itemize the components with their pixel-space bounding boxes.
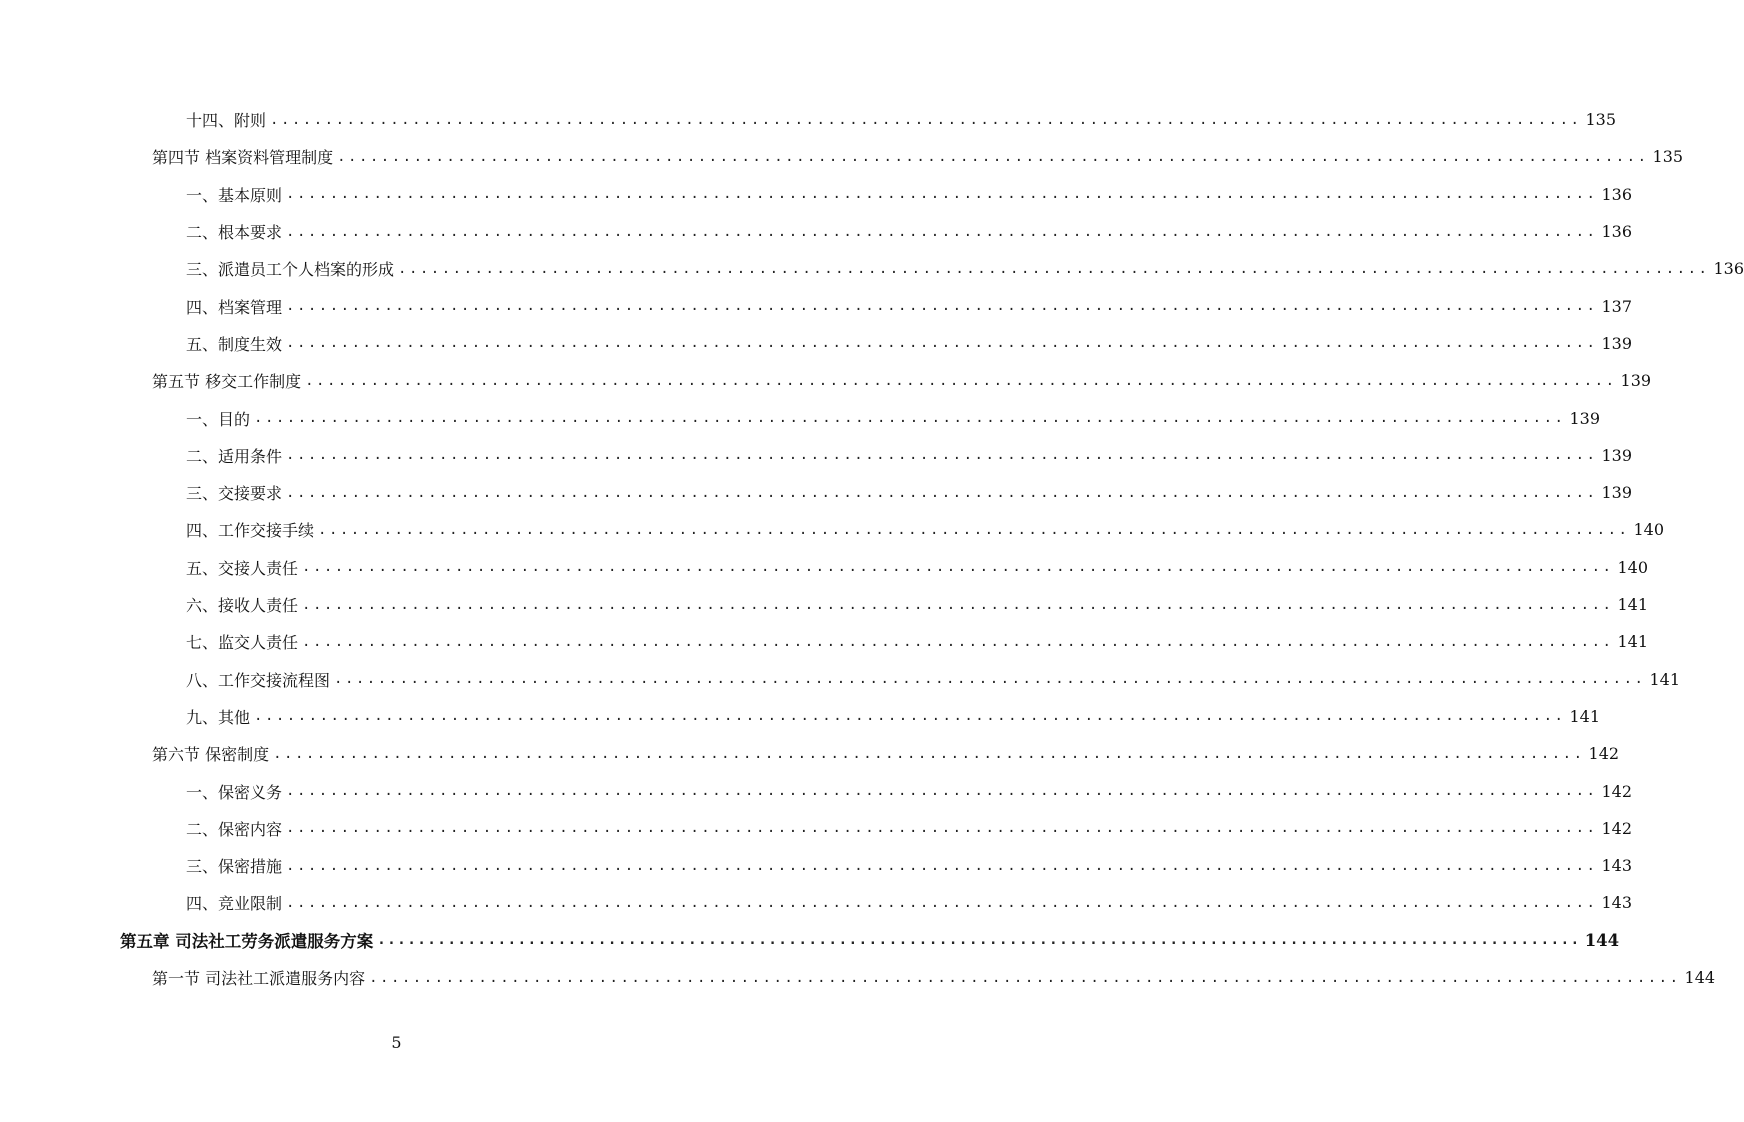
toc-entry-page: 135 (1585, 110, 1617, 130)
toc-entry-label: 八、工作交接流程图 (186, 670, 331, 690)
toc-entry-label: 一、基本原则 (186, 185, 283, 205)
toc-entry-label: 一、保密义务 (186, 782, 283, 802)
toc-entry-label: 第四节 档案资料管理制度 (152, 148, 334, 168)
toc-entry-page: 136 (1713, 259, 1744, 279)
toc-entry-page: 144 (1584, 930, 1620, 950)
toc-dot-leader: ........................................................................................................................ (302, 596, 1614, 613)
toc-item-entry[interactable] (186, 586, 1649, 623)
toc-item-entry[interactable] (186, 661, 1681, 698)
toc-item-entry[interactable] (186, 399, 1601, 436)
toc-entry-page: 140 (1617, 557, 1649, 577)
toc-dot-leader: ........................................................................................................................ (334, 671, 1646, 688)
toc-section-entry[interactable] (152, 362, 1652, 399)
toc-entry-page: 136 (1601, 184, 1633, 204)
toc-entry-page: 139 (1569, 408, 1601, 428)
toc-entry-label: 四、工作交接手续 (186, 521, 315, 541)
toc-entry-page: 139 (1601, 483, 1633, 503)
toc-dot-leader: ........................................................................................................................ (398, 260, 1710, 277)
toc-entry-label: 十四、附则 (186, 111, 267, 131)
toc-entry-label: 三、交接要求 (186, 484, 283, 504)
toc-entry-label: 二、保密内容 (186, 819, 283, 839)
toc-entry-page: 143 (1601, 893, 1633, 913)
toc-entry-page: 141 (1649, 669, 1681, 689)
toc-entry-label: 第一节 司法社工派遣服务内容 (152, 969, 366, 989)
toc-entry-page: 139 (1601, 333, 1633, 353)
toc-item-entry[interactable] (186, 847, 1633, 884)
toc-entry-page: 137 (1601, 296, 1633, 316)
toc-entry-label: 一、目的 (186, 409, 251, 429)
toc-entry-label: 三、派遣员工个人档案的形成 (186, 260, 395, 280)
toc-entry-label: 四、档案管理 (186, 297, 283, 317)
toc-entry-page: 144 (1684, 968, 1716, 988)
toc-entry-label: 四、竞业限制 (186, 894, 283, 914)
toc-section-entry[interactable] (152, 959, 1716, 996)
toc-item-entry[interactable] (186, 288, 1633, 325)
toc-dot-leader: ........................................................................................................................ (270, 111, 1582, 128)
toc-dot-leader: ........................................................................................................................ (286, 484, 1598, 501)
toc-item-entry[interactable] (186, 176, 1633, 213)
toc-entry-page: 139 (1601, 445, 1633, 465)
toc-item-entry[interactable] (186, 325, 1633, 362)
toc-item-entry[interactable] (186, 101, 1617, 138)
toc-dot-leader: ........................................................................................................................ (302, 559, 1614, 576)
toc-dot-leader: ........................................................................................................................ (254, 410, 1566, 427)
toc-item-entry[interactable] (186, 772, 1633, 809)
toc-entry-label: 五、交接人责任 (186, 558, 299, 578)
toc-item-entry[interactable] (186, 474, 1633, 511)
toc-entry-label: 第六节 保密制度 (152, 745, 270, 765)
toc-item-entry[interactable] (186, 698, 1601, 735)
toc-entry-page: 141 (1569, 706, 1601, 726)
toc-entry-page: 142 (1601, 781, 1633, 801)
toc-entry-page: 136 (1601, 222, 1633, 242)
toc-entry-page: 140 (1633, 520, 1665, 540)
toc-dot-leader: ........................................................................................................................ (318, 521, 1630, 538)
toc-dot-leader: ........................................................................................................................ (286, 447, 1598, 464)
toc-dot-leader: ........................................................................................................................ (286, 783, 1598, 800)
toc-dot-leader: ........................................................................................................................ (254, 708, 1566, 725)
toc-dot-leader: ........................................................................................................................ (286, 223, 1598, 240)
toc-section-entry[interactable] (152, 138, 1684, 175)
toc-item-entry[interactable] (186, 250, 1744, 287)
toc-entry-page: 142 (1588, 744, 1620, 764)
toc-dot-leader: ........................................................................................................................ (286, 335, 1598, 352)
toc-entry-label: 第五节 移交工作制度 (152, 372, 302, 392)
page-number: 5 (391, 1033, 402, 1052)
toc-entry-label: 七、监交人责任 (186, 633, 299, 653)
toc-item-entry[interactable] (186, 810, 1633, 847)
toc-entry-label: 二、适用条件 (186, 446, 283, 466)
toc-dot-leader: ........................................................................................................................ (286, 298, 1598, 315)
toc-dot-leader: ........................................................................................................................ (286, 820, 1598, 837)
toc-dot-leader: ........................................................................................................................ (369, 969, 1681, 986)
toc-dot-leader: ........................................................................................................................ (337, 148, 1649, 165)
toc-entry-page: 141 (1617, 632, 1649, 652)
toc-section-entry[interactable] (152, 735, 1620, 772)
toc-chapter-entry[interactable] (120, 922, 1620, 959)
toc-dot-leader: ........................................................................................................................ (273, 745, 1585, 762)
toc-entry-label: 二、根本要求 (186, 223, 283, 243)
toc-entry-page: 141 (1617, 595, 1649, 615)
toc-dot-leader: ........................................................................................................................ (286, 894, 1598, 911)
toc-item-entry[interactable] (186, 213, 1633, 250)
toc-dot-leader: ........................................................................................................................ (305, 372, 1617, 389)
toc-dot-leader: ........................................................................................................................ (286, 186, 1598, 203)
toc-entry-page: 142 (1601, 818, 1633, 838)
toc-item-entry[interactable] (186, 549, 1649, 586)
toc-item-entry[interactable] (186, 511, 1665, 548)
toc-entry-label: 三、保密措施 (186, 857, 283, 877)
toc-dot-leader: ........................................................................................................................ (286, 857, 1598, 874)
toc-entry-page: 135 (1652, 147, 1684, 167)
toc-entry-label: 九、其他 (186, 707, 251, 727)
toc-entry-label: 第五章 司法社工劳务派遣服务方案 (120, 932, 374, 952)
toc-entry-label: 六、接收人责任 (186, 596, 299, 616)
toc-item-entry[interactable] (186, 884, 1633, 921)
toc-item-entry[interactable] (186, 623, 1649, 660)
toc-dot-leader: ........................................................................................................................ (377, 932, 1581, 949)
toc-item-entry[interactable] (186, 437, 1633, 474)
toc-dot-leader: ........................................................................................................................ (302, 633, 1614, 650)
toc-entry-label: 五、制度生效 (186, 334, 283, 354)
toc-entry-page: 139 (1620, 371, 1652, 391)
toc-entry-page: 143 (1601, 856, 1633, 876)
